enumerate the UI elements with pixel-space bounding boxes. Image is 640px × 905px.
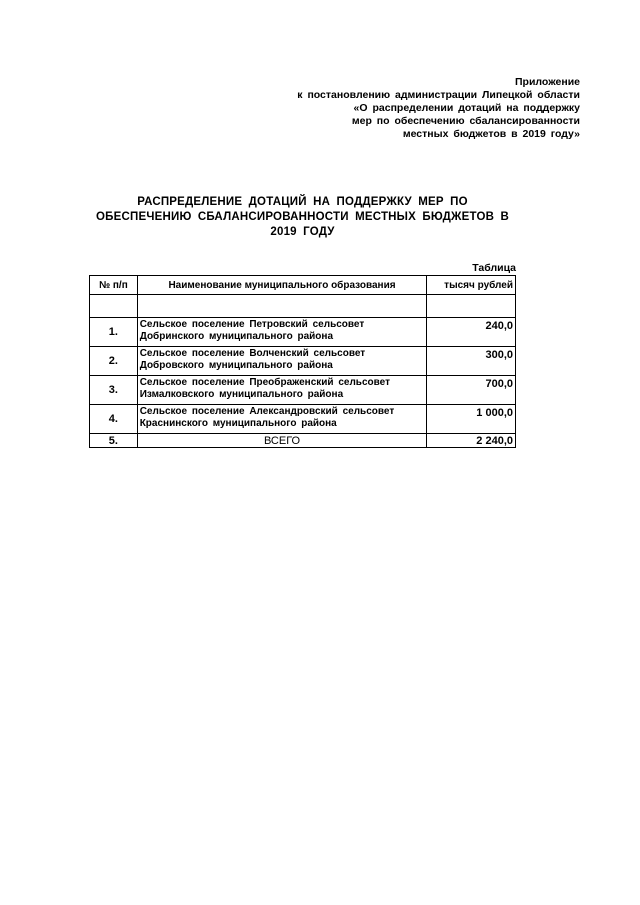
total-label: ВСЕГО <box>137 434 427 448</box>
row-name <box>137 405 427 434</box>
header-sum: тысяч рублей <box>427 276 516 295</box>
table-total-row <box>90 434 516 448</box>
title-line: ОБЕСПЕЧЕНИЮ СБАЛАНСИРОВАННОСТИ МЕСТНЫХ БЮДЖЕТОВ В <box>96 211 509 223</box>
table-row <box>90 347 516 376</box>
header-num: № п/п <box>90 276 138 295</box>
appendix-line: «О распределении дотаций на поддержку <box>353 102 580 114</box>
total-sum: 2 240,0 <box>427 434 516 448</box>
row-num: 4. <box>90 405 138 434</box>
row-num: 1. <box>90 318 138 347</box>
row-name-line: Сельское поселение Петровский сельсовет <box>139 319 365 330</box>
title-line: РАСПРЕДЕЛЕНИЕ ДОТАЦИЙ НА ПОДДЕРЖКУ МЕР ПО <box>137 196 468 208</box>
table-spacer-row <box>90 295 516 318</box>
row-name <box>137 318 427 347</box>
title-line: 2019 ГОДУ <box>270 226 335 238</box>
header-name: Наименование муниципального образования <box>137 276 427 295</box>
appendix-line: Приложение <box>514 76 580 88</box>
row-sum: 700,0 <box>427 376 516 405</box>
row-name <box>137 347 427 376</box>
row-name-line: Сельское поселение Преображенский сельсовет <box>139 377 390 388</box>
table-caption: Таблица <box>472 262 516 274</box>
appendix-line: местных бюджетов в 2019 году» <box>402 128 580 140</box>
row-sum: 1 000,0 <box>427 405 516 434</box>
row-name-line: Измалковского муниципального района <box>139 389 344 400</box>
row-name-line: Краснинского муниципального района <box>139 418 337 429</box>
row-name-line: Добровского муниципального района <box>139 360 333 371</box>
row-sum: 300,0 <box>427 347 516 376</box>
appendix-line: к постановлению администрации Липецкой области <box>297 89 580 101</box>
row-num: 2. <box>90 347 138 376</box>
appendix-line: мер по обеспечению сбалансированности <box>351 115 580 127</box>
row-name <box>137 376 427 405</box>
document-title <box>80 195 525 240</box>
row-name-line: Сельское поселение Александровский сельсовет <box>139 406 395 417</box>
table-row <box>90 318 516 347</box>
total-num: 5. <box>90 434 138 448</box>
row-num: 3. <box>90 376 138 405</box>
row-name-line: Сельское поселение Волченский сельсовет <box>139 348 366 359</box>
table-row <box>90 376 516 405</box>
table-row <box>90 405 516 434</box>
row-name-line: Добринского муниципального района <box>139 331 333 342</box>
appendix-header <box>250 76 580 141</box>
subsidy-table <box>89 275 516 448</box>
row-sum: 240,0 <box>427 318 516 347</box>
table-header-row <box>90 276 516 295</box>
